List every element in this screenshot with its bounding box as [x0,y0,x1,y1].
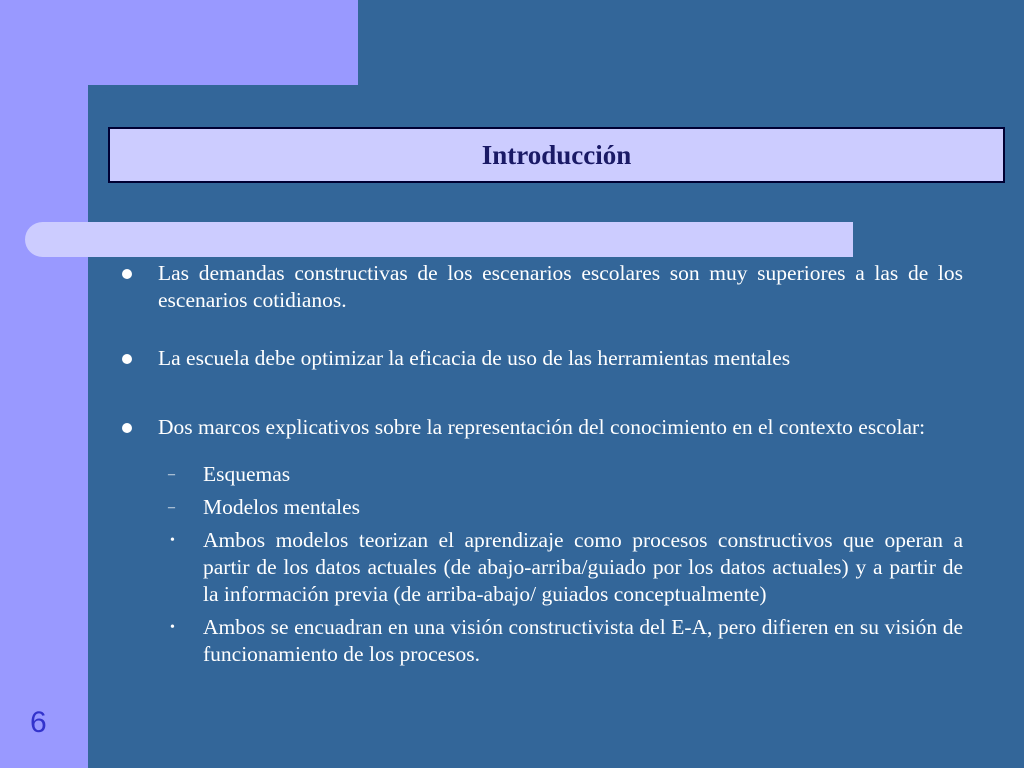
page-number: 6 [30,706,47,739]
slide-title: Introducción [481,139,632,170]
slide-content [118,258,963,668]
sub-item [118,494,963,521]
sub-item [118,614,963,668]
title-box [108,127,1005,183]
bullet-text: La escuela debe optimizar la eficacia de uso de las herramientas mentales [158,346,791,370]
top-decor-band [0,0,358,85]
corner-curve [88,85,128,125]
sub-item-text: Modelos mentales [203,495,361,519]
bullet-dot-icon [122,354,132,364]
sub-item [118,461,963,488]
sub-item-text: Esquemas [203,462,291,486]
decor-pill-bar [25,222,853,257]
bullet-text: Dos marcos explicativos sobre la representación del conocimiento en el contexto escolar: [158,415,926,439]
bullet-item [118,260,963,314]
bullet-dot-icon [122,269,132,279]
sub-item-text: Ambos se encuadran en una visión constructivista del E-A, pero difieren en su visión de funcionamiento de los procesos. [203,615,963,666]
sub-item-text: Ambos modelos teorizan el aprendizaje como procesos constructivos que operan a partir de los datos actuales (de abajo-arriba/guiado por los datos actuales) y a partir de la información previa (de arriba-abajo/ guiados conceptualmente) [203,528,963,606]
bullet-item [118,345,963,372]
bullet-dot-icon [122,423,132,433]
left-decor-band [0,0,88,768]
dash-marker: – [168,467,175,482]
bullet-text: Las demandas constructivas de los escenarios escolares son muy superiores a las de los escenarios cotidianos. [158,261,963,312]
bullet-item [118,414,963,441]
dash-marker: – [168,500,175,515]
dot-marker: • [170,620,175,635]
dot-marker: • [170,533,175,548]
sub-item [118,527,963,608]
